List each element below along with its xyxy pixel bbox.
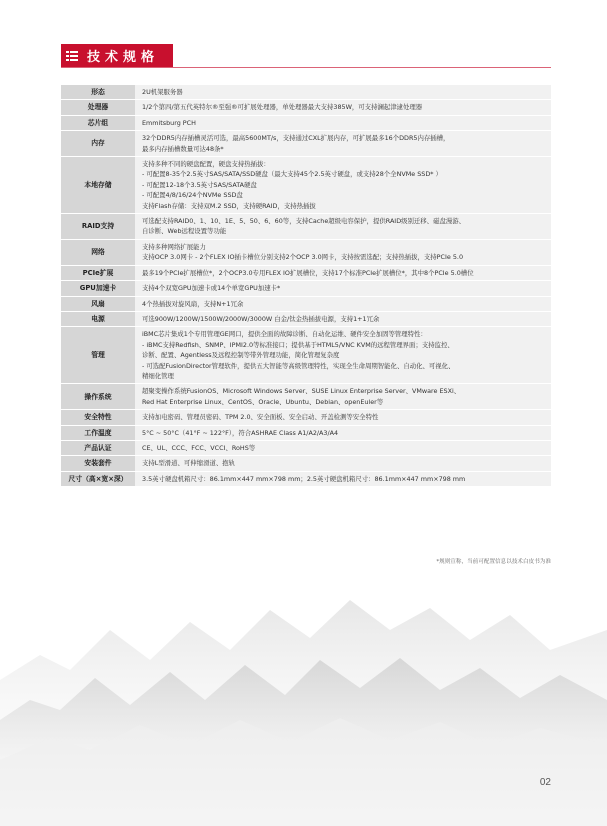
spec-label: 安全特性 — [61, 410, 135, 425]
spec-value-line: 支持Flash存储：支持双M.2 SSD，支持硬RAID，支持热插拔 — [142, 201, 316, 210]
spec-value-line: - 可配置4/8/16/24个NVMe SSD盘 — [142, 191, 243, 200]
header-divider — [61, 67, 551, 68]
spec-value — [135, 85, 551, 100]
section-header — [61, 44, 173, 67]
spec-value-line: 5°C ~ 50°C（41°F ~ 122°F），符合ASHRAE Class A1/A2/A3/A4 — [142, 428, 339, 437]
spec-row — [61, 311, 551, 326]
spec-value-line: 精细化管理 — [142, 371, 174, 380]
spec-row — [61, 131, 551, 157]
spec-label: 本地存储 — [61, 157, 135, 214]
spec-label: 操作系统 — [61, 384, 135, 410]
spec-label: 处理器 — [61, 100, 135, 115]
spec-value — [135, 157, 551, 214]
spec-label: 内存 — [61, 131, 135, 157]
mountain-background — [0, 560, 607, 826]
spec-row — [61, 440, 551, 455]
spec-label: 工作温度 — [61, 425, 135, 440]
spec-value-line: Red Hat Enterprise Linux、CentOS、Oracle、Ubuntu、Debian、openEuler等 — [142, 397, 384, 406]
spec-value — [135, 115, 551, 130]
spec-value-line: 最多内存插槽数量可达48条* — [142, 144, 224, 153]
page-number: 02 — [539, 777, 551, 788]
spec-row — [61, 265, 551, 280]
spec-value-line: - 可选配FusionDirector管理软件，提供五大智能等高级管理特性，实现全生命周期智能化、自动化、可视化、 — [142, 361, 455, 370]
spec-value-line: 可选配支持RAID0、1、10、1E、5、50、6、60等，支持Cache超级电容保护，提供RAID级别迁移、磁盘漫游、 — [142, 217, 466, 226]
spec-value — [135, 410, 551, 425]
spec-value — [135, 214, 551, 240]
spec-label: GPU加速卡 — [61, 281, 135, 296]
spec-value-line: 支持L型滑道、可伸缩滑道、抱轨 — [142, 459, 236, 468]
spec-row — [61, 100, 551, 115]
spec-row — [61, 214, 551, 240]
spec-row — [61, 471, 551, 486]
spec-value — [135, 311, 551, 326]
spec-value-line: 支持加电密码、管理员密码、TPM 2.0、安全面板、安全启动、开盖检测等安全特性 — [142, 413, 379, 422]
spec-value-line: 32个DDR5内存插槽灵活可选，最高5600MT/s，支持通过CXL扩展内存，可扩展最多16个DDR5内存插槽， — [142, 134, 450, 143]
spec-row — [61, 425, 551, 440]
spec-value-line: iBMC芯片集成1个专用管理GE网口，提供全面的故障诊断、自动化运维、硬件安全加固等管理特性： — [142, 330, 427, 339]
spec-row — [61, 384, 551, 410]
spec-label: 风扇 — [61, 296, 135, 311]
spec-row — [61, 410, 551, 425]
spec-value — [135, 131, 551, 157]
list-icon — [61, 44, 83, 67]
spec-value-line: 3.5英寸硬盘机箱尺寸：86.1mm×447 mm×798 mm；2.5英寸硬盘机箱尺寸：86.1mm×447 mm×798 mm — [142, 474, 466, 483]
spec-label: 安装套件 — [61, 456, 135, 471]
spec-label: 管理 — [61, 327, 135, 384]
spec-value — [135, 425, 551, 440]
spec-row — [61, 296, 551, 311]
spec-value-line: 诊断、配置、Agentless及远程控制等带外管理功能，简化管理复杂度 — [142, 351, 340, 360]
spec-label: 尺寸（高×宽×深） — [61, 471, 135, 486]
spec-row — [61, 115, 551, 130]
spec-value-line: 支持4个双宽GPU加速卡或14个单宽GPU加速卡* — [142, 284, 281, 293]
spec-row — [61, 239, 551, 265]
spec-value-line: - 可配置8-35个2.5英寸SAS/SATA/SSD硬盘（最大支持45个2.5英寸硬盘，或支持28个全NVMe SSD* ） — [142, 170, 442, 179]
spec-value — [135, 471, 551, 486]
spec-label: RAID支持 — [61, 214, 135, 240]
spec-value — [135, 440, 551, 455]
spec-value-line: 可选900W/1200W/1500W/2000W/3000W 白金/钛金热插拔电源，支持1+1冗余 — [142, 314, 380, 323]
spec-value-line: 最多19个PCIe扩展槽位*，2个OCP3.0专用FLEX IO扩展槽位，支持17个标准PCIe扩展槽位*，其中8个PCIe 5.0槽位 — [142, 268, 474, 277]
spec-value — [135, 296, 551, 311]
spec-label: 电源 — [61, 311, 135, 326]
spec-row — [61, 85, 551, 100]
spec-value-line: Emmitsburg PCH — [142, 118, 196, 127]
spec-row — [61, 157, 551, 214]
spec-value-line: 2U机架服务器 — [142, 88, 183, 96]
spec-value-line: 支持多种不同的硬盘配置，硬盘支持热插拔： — [142, 160, 270, 169]
spec-label: 芯片组 — [61, 115, 135, 130]
spec-value — [135, 281, 551, 296]
spec-row — [61, 456, 551, 471]
spec-value-line: 支持OCP 3.0网卡 - 2个FLEX IO插卡槽位分别支持2个OCP 3.0网卡，支持按需选配；支持热插拔，支持PCIe 5.0 — [142, 253, 464, 262]
spec-row — [61, 327, 551, 384]
spec-value — [135, 100, 551, 115]
spec-value-line: - iBMC支持Redfish、SNMP、IPMI2.0等标准接口；提供基于HTML5/VNC KVM的远程管理界面；支持监控、 — [142, 340, 454, 349]
spec-row — [61, 281, 551, 296]
spec-value — [135, 384, 551, 410]
spec-table — [61, 85, 551, 487]
spec-value-line: 超聚变操作系统FusionOS、Microsoft Windows Server、SUSE Linux Enterprise Server、VMware ESXi、 — [142, 387, 461, 396]
spec-value — [135, 456, 551, 471]
spec-value — [135, 327, 551, 384]
spec-value-line: 自诊断、Web远程设置等功能 — [142, 227, 227, 236]
section-title: 技术规格 — [87, 50, 160, 65]
spec-value-line: 1/2个第四/第五代英特尔®至强®可扩展处理器，单处理器最大支持385W，可支持澜起津逮处理器 — [142, 103, 423, 112]
spec-label: 网络 — [61, 239, 135, 265]
spec-value-line: - 可配置12-18个3.5英寸SAS/SATA硬盘 — [142, 180, 257, 189]
spec-value — [135, 239, 551, 265]
spec-value-line: 支持多种网络扩展能力 — [142, 242, 206, 251]
spec-label: 产品认证 — [61, 440, 135, 455]
spec-label: 形态 — [61, 85, 135, 100]
spec-value-line: 4个热插拔对旋风扇，支持N+1冗余 — [142, 299, 244, 308]
spec-value — [135, 265, 551, 280]
footnote: *规则宣称，当前可配置信息以技术白皮书为准 — [436, 559, 551, 565]
spec-label: PCIe扩展 — [61, 265, 135, 280]
spec-value-line: CE、UL、CCC、FCC、VCCI、RoHS等 — [142, 443, 256, 452]
